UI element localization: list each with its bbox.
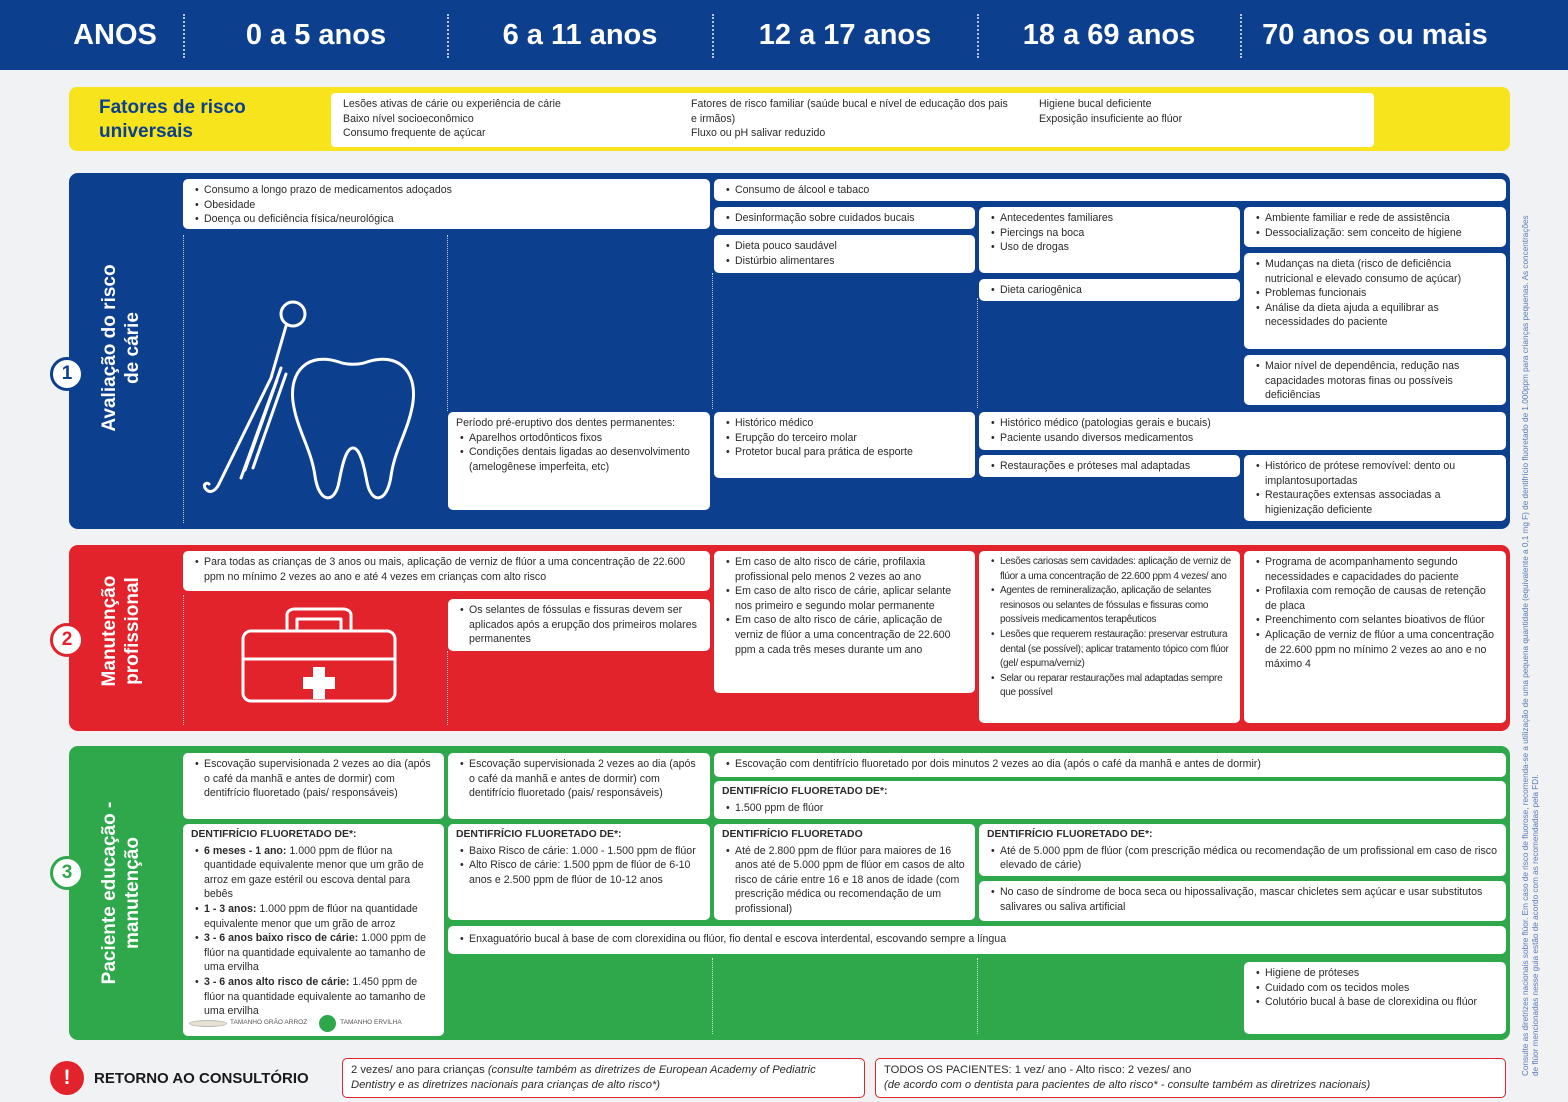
tooth-dental-mirror-icon — [189, 298, 439, 518]
edu-box-escovacao-adulto — [714, 753, 1506, 777]
alert-icon: ! — [50, 1061, 84, 1095]
edu-box-escovacao-0-5 — [183, 753, 444, 819]
list-item: • Piercings na boca — [991, 226, 1234, 241]
maint-box-verniz — [183, 551, 710, 591]
list-item: • Em caso de alto risco de cárie, profilaxia profissional pelo menos 2 vezes ao ano — [726, 555, 969, 584]
edu-box-escovacao-6-11 — [448, 753, 710, 819]
list-item: • 1 - 3 anos: 1.000 ppm de flúor na quantidade equivalente menor que um grão de arroz — [195, 902, 438, 931]
edu-box-boca-seca — [979, 881, 1506, 921]
age-header-bar — [0, 0, 1568, 70]
list-item: • Profilaxia com remoção de causas de retenção de placa — [1256, 584, 1500, 613]
list-item: • Análise da dieta ajuda a equilibrar as necessidades do paciente — [1256, 301, 1500, 330]
list-item: • Agentes de remineralização, aplicação de selantes resinosos ou selantes de fóssulas e fissuras como possíveis medicamentos terapêuticos — [991, 584, 1234, 628]
list-item: • Ambiente familiar e rede de assistência — [1256, 211, 1500, 226]
fluoride-side-note: Consulte as diretrizes nacionais sobre flúor. Em caso de risco de fluorose, recomenda-se a utilização de uma pequena quantidade (equivalente a 0,1 mg F) de dentifrício fluoretado de 1.000ppm para crianças pequenas. As concentrações de flúor mencionadas nesse guia estão de acordo com as recomendadas pela FDI. — [1521, 215, 1540, 1076]
list-item: • Maior nível de dependência, redução nas capacidades motoras finas ou possíveis deficiências — [1256, 359, 1500, 403]
list-item: • Colutório bucal à base de clorexidina ou flúor — [1256, 995, 1500, 1010]
return-title: RETORNO AO CONSULTÓRIO — [94, 1070, 309, 1087]
list-item: • Selar ou reparar restaurações mal adaptadas sempre que possível — [991, 672, 1234, 701]
list-item: • Preenchimento com selantes bioativos de flúor — [1256, 613, 1500, 628]
list-item: • Escovação supervisionada 2 vezes ao dia (após o café da manhã e antes de dormir) com dentifrício fluoretado (pais/ responsáveis) — [460, 757, 704, 801]
section2-number: 2 — [50, 623, 84, 657]
list-item: • Histórico médico (patologias gerais e bucais) — [991, 416, 1500, 431]
edu-box-dentifricio-6-11: DENTIFRÍCIO FLUORETADO DE*: • Baixo Risco de cárie: 1.000 - 1.500 ppm de flúor • Alto Risco de cárie: 1.500 ppm de flúor de 6-10 anos e 2.500 ppm de flúor de 10-12 anos — [448, 824, 710, 920]
risk-box-antecedentes — [979, 207, 1240, 273]
section1-title: Avaliação do risco de cárie — [99, 264, 143, 432]
list-item: Baixo nível socioeconômico — [343, 112, 474, 125]
list-item: Fatores de risco familiar (saúde bucal e nível de educação dos pais e irmãos) — [691, 98, 1008, 125]
risk-box-pre-eruptivo: Período pré-eruptivo dos dentes permanentes: • Aparelhos ortodônticos fixos • Condições dentais ligadas ao desenvolvimento (amelogênese imperfeita, etc) — [448, 412, 710, 510]
list-item: Fluxo ou pH salivar reduzido — [691, 127, 826, 140]
list-item: • 6 meses - 1 ano: 1.000 ppm de flúor na quantidade equivalente menor que um grão de arroz em gaze estéril ou escova dental para bebês — [195, 844, 438, 902]
list-item: • Mudanças na dieta (risco de deficiência nutricional e elevado consumo de açúcar) — [1256, 257, 1500, 286]
list-item: • Desinformação sobre cuidados bucais — [726, 211, 969, 226]
list-item: • Escovação com dentifrício fluoretado por dois minutos 2 vezes ao dia (após o café da manhã e antes de dormir) — [726, 757, 1500, 772]
legend-pea: TAMANHO ERVILHA — [340, 1019, 402, 1027]
list-item: • Distúrbio alimentares — [726, 254, 969, 269]
edu-box-dentifricio-0-5: DENTIFRÍCIO FLUORETADO DE*: • 6 meses - 1 ano: 1.000 ppm de flúor na quantidade equivalente menor que um grão de arroz em gaze estéril ou escova dental para bebês • 1 - 3 anos: 1.000 ppm de flúor na quantidade equivalente menor que um grão de arroz • 3 - 6 anos baixo risco de cárie: 1.000 ppm de flúor na quantidade equivalente ao tamanho de uma ervilha • 3 - 6 anos alto risco de cárie: 1.450 ppm de flúor na quantidade equivalente ao tamanho de uma ervilha TAMANHO GRÃO ARROZ TAMANHO ERVILHA — [183, 824, 444, 1036]
list-item: • Em caso de alto risco de cárie, aplicar selante nos primeiro e segundo molar permanente — [726, 584, 969, 613]
rice-grain-icon — [189, 1020, 227, 1027]
legend-rice: TAMANHO GRÃO ARROZ — [230, 1019, 308, 1027]
header-70-plus: 70 anos ou mais — [1262, 18, 1488, 51]
list-item: Exposição insuficiente ao flúor — [1039, 112, 1183, 125]
section2-title: Manutenção profissional — [99, 575, 143, 687]
section1-number: 1 — [50, 357, 84, 391]
list-item: • Lesões cariosas sem cavidades: aplicação de verniz de flúor a uma concentração de 22.600 ppm 4 vezes/ ano — [991, 555, 1234, 584]
list-item: • Lesões que requerem restauração: preservar estrutura dental (se possível); aplicar tratamento tópico com flúor (gel/ espuma/verniz) — [991, 628, 1234, 672]
section3-number: 3 — [50, 856, 84, 890]
list-item: • Dieta pouco saudável — [726, 239, 969, 254]
risk-box-mudancas — [1244, 253, 1506, 349]
header-anos: ANOS — [73, 18, 157, 51]
section3-title: Paciente educação - manutenção — [99, 801, 143, 985]
edu-box-dentifricio-12-17: DENTIFRÍCIO FLUORETADO • Até de 2.800 ppm de flúor para maiores de 16 anos até de 5.000 ppm de flúor em casos de alto risco de cárie entre 16 e 18 anos de idade (com prescrição médica ou recomendação de um profissional) — [714, 824, 975, 920]
list-item: • Uso de drogas — [991, 240, 1234, 255]
list-item: Higiene bucal deficiente — [1039, 98, 1152, 110]
list-item: • Antecedentes familiares — [991, 211, 1234, 226]
list-item: • Até de 5.000 ppm de flúor (com prescrição médica ou recomendação de um profissional em caso de risco elevado de cárie) — [991, 844, 1500, 873]
universal-risk-panel — [69, 87, 1510, 151]
list-item: • Cuidado com os tecidos moles — [1256, 981, 1500, 996]
list-item: • Histórico de prótese removível: dento ou implantosuportadas — [1256, 459, 1500, 488]
list-item: • No caso de síndrome de boca seca ou hipossalivação, mascar chicletes sem açúcar e usar substitutos salivares ou saliva artificial — [991, 885, 1500, 914]
list-item: • Protetor bucal para prática de esporte — [726, 445, 969, 460]
maint-box-lesoes — [979, 551, 1240, 723]
list-item: • Baixo Risco de cárie: 1.000 - 1.500 ppm de flúor — [460, 844, 704, 859]
return-box-children: 2 vezes/ ano para crianças (consulte também as diretrizes de European Academy of Pediatric Dentistry e as diretrizes nacionais para crianças de alto risco*) — [342, 1058, 865, 1098]
list-item: • Erupção do terceiro molar — [726, 431, 969, 446]
edu-box-dentifricio-adulto: DENTIFRÍCIO FLUORETADO DE*: • Até de 5.000 ppm de flúor (com prescrição médica ou recomendação de um profissional em caso de risco elevado de cárie) — [979, 824, 1506, 876]
risk-box-ambiente — [1244, 207, 1506, 247]
edu-box-1500ppm: DENTIFRÍCIO FLUORETADO DE*: • 1.500 ppm de flúor — [714, 781, 1506, 819]
list-item: • 3 - 6 anos baixo risco de cárie: 1.000 ppm de flúor na quantidade equivalente ao tamanho de uma ervilha — [195, 931, 438, 975]
edu-box-higiene-proteses — [1244, 962, 1506, 1034]
list-item: • Enxaguatório bucal à base de com clorexidina ou flúor, fio dental e escova interdental, escovando sempre a língua — [460, 932, 1500, 947]
universal-risk-list — [331, 93, 1374, 147]
risk-box-medicamentos — [183, 179, 710, 229]
header-6-11: 6 a 11 anos — [502, 18, 658, 51]
header-18-69: 18 a 69 anos — [1022, 18, 1196, 51]
list-item: • Doença ou deficiência física/neurológica — [195, 212, 704, 227]
list-item: • Escovação supervisionada 2 vezes ao dia (após o café da manhã e antes de dormir) com dentifrício fluoretado (pais/ responsáveis) — [195, 757, 438, 801]
list-item: • Obesidade — [195, 198, 704, 213]
list-item: • Aparelhos ortodônticos fixos — [460, 431, 704, 446]
list-item: • Dieta cariogênica — [991, 283, 1234, 298]
list-item: • Os selantes de fóssulas e fissuras devem ser aplicados após a erupção dos primeiros molares permanentes — [460, 603, 704, 647]
list-item: Consumo frequente de açúcar — [343, 127, 486, 140]
risk-box-protese — [1244, 455, 1506, 521]
header-12-17: 12 a 17 anos — [758, 18, 932, 51]
list-item: • Para todas as crianças de 3 anos ou mais, aplicação de verniz de flúor a uma concentração de 22.600 ppm no mínimo 2 vezes ao ano e até 4 vezes em crianças com alto risco — [195, 555, 704, 584]
list-item: • Até de 2.800 ppm de flúor para maiores de 16 anos até de 5.000 ppm de flúor em casos de alto risco de cárie entre 16 e 18 anos de idade (com prescrição médica ou recomendação de um profissional) — [726, 844, 969, 917]
list-item: • 1.500 ppm de flúor — [726, 801, 1500, 816]
risk-box-historico — [714, 412, 975, 478]
first-aid-kit-icon — [239, 605, 399, 705]
list-item: • Higiene de próteses — [1256, 966, 1500, 981]
list-item: • Problemas funcionais — [1256, 286, 1500, 301]
list-item: • Restaurações e próteses mal adaptadas — [991, 459, 1234, 474]
risk-box-cariogenica — [979, 279, 1240, 301]
universal-risk-title: Fatores de risco universais — [99, 97, 246, 142]
list-item: Lesões ativas de cárie ou experiência de cárie — [343, 98, 561, 110]
list-item: • Histórico médico — [726, 416, 969, 431]
list-item: • Programa de acompanhamento segundo necessidades e capacidades do paciente — [1256, 555, 1500, 584]
list-item: • Aplicação de verniz de flúor a uma concentração de 22.600 ppm no mínimo 2 vezes ao ano e no máximo 4 — [1256, 628, 1500, 672]
header-0-5: 0 a 5 anos — [245, 18, 387, 51]
risk-box-dependencia — [1244, 355, 1506, 405]
list-item: • Condições dentais ligadas ao desenvolvimento (amelogênese imperfeita, etc) — [460, 445, 704, 474]
pea-icon — [319, 1015, 336, 1032]
edu-box-enxaguatorio — [448, 926, 1506, 954]
maint-box-selantes — [448, 599, 710, 651]
maint-box-programa — [1244, 551, 1506, 723]
risk-box-dieta — [714, 235, 975, 273]
risk-box-desinformacao — [714, 207, 975, 229]
list-item: • Consumo a longo prazo de medicamentos adoçados — [195, 183, 704, 198]
list-item: • Paciente usando diversos medicamentos — [991, 431, 1500, 446]
risk-box-historico-adulto — [979, 412, 1506, 450]
risk-box-alcool — [714, 179, 1506, 201]
return-box-all-patients: TODOS OS PACIENTES: 1 vez/ ano - Alto risco: 2 vezes/ ano (de acordo com o dentista para pacientes de alto risco* - consulte também as diretrizes nacionais) — [875, 1058, 1506, 1098]
list-item: • Restaurações extensas associadas a higienização deficiente — [1256, 488, 1500, 517]
list-item: • Consumo de álcool e tabaco — [726, 183, 1500, 198]
list-item: • Alto Risco de cárie: 1.500 ppm de flúor de 6-10 anos e 2.500 ppm de flúor de 10-12 anos — [460, 858, 704, 887]
list-item: • Em caso de alto risco de cárie, aplicação de verniz de flúor a uma concentração de 22.600 ppm a cada três meses durante um ano — [726, 613, 969, 657]
maint-box-alto-risco — [714, 551, 975, 693]
list-item: • Dessocialização: sem conceito de higiene — [1256, 226, 1500, 241]
risk-box-restauracoes — [979, 455, 1240, 477]
list-item: • 3 - 6 anos alto risco de cárie: 1.450 ppm de flúor na quantidade equivalente ao tamanho de uma ervilha — [195, 975, 438, 1019]
